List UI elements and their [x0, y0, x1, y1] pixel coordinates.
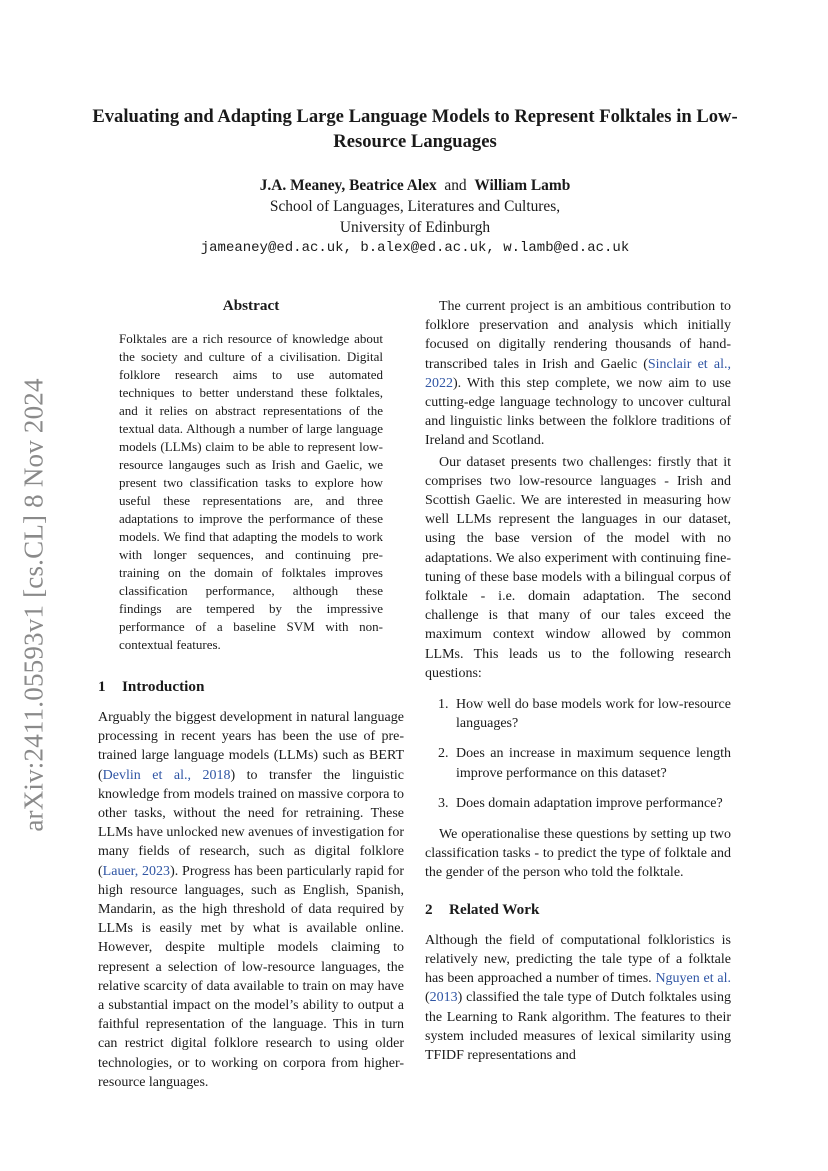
right-column: [425, 297, 731, 1065]
citation-link-nguyen-year[interactable]: 2013: [429, 990, 458, 1006]
intro-p1-text-a: Arguably the biggest development in natural language processing in recent years has been the use of pre-trained large language models (LLMs) such as BERT (: [98, 710, 404, 783]
abstract-heading: Abstract: [222, 297, 280, 314]
section-number: 1: [98, 678, 106, 695]
list-item-text: How well do base models work for low-resource languages?: [456, 697, 731, 732]
author-and: and: [444, 177, 467, 194]
intro-p2-text-a: The current project is an ambitious contribution to folklore preservation and analysis which initially focused on digitally rendering thousands of hand-transcribed tales in Irish and Gaelic (: [425, 299, 731, 372]
citation-link-nguyen[interactable]: Nguyen et al.: [655, 971, 731, 987]
related-p1-text-b: ) classified the tale type of Dutch folktales using the Learning to Rank algorithm. The features to their system included measures of lexical similarity using TFIDF representations and: [425, 990, 731, 1063]
section-heading-related-work: [425, 901, 731, 919]
list-item: [425, 695, 731, 733]
author-block: [90, 175, 740, 259]
intro-p2-text-b: ). With this step complete, we now aim to use cutting-edge language technology to uncover cultural and linguistic links between the folklore traditions of Ireland and Scotland.: [425, 375, 731, 449]
list-item-text: Does an increase in maximum sequence length improve performance on this dataset?: [456, 746, 731, 781]
intro-p1-text-b: ) to transfer the linguistic knowledge from models trained on massive corpora to other tasks, without the need for retraining. These LLMs have unlocked new avenues of investigation for many fields of research, such as digital folklore (: [98, 767, 404, 879]
section-title: Related Work: [449, 900, 540, 918]
list-item-text: Does domain adaptation improve performance?: [456, 795, 723, 811]
section-number: 2: [425, 900, 433, 918]
citation-link-devlin[interactable]: Devlin et al., 2018: [102, 767, 231, 783]
affiliation-line-1: School of Languages, Literatures and Cultures,: [269, 198, 561, 215]
intro-paragraph-3: Our dataset presents two challenges: firstly that it comprises two low-resource languages - Irish and Scottish Gaelic. We are interested in measuring how well LLMs represent the languages in our dataset, using the base version of the model with no adaptations. We also experiment with continuing fine-tuning of these base models with a bilingual corpus of folktale - i.e. domain adaptation. The second challenge is that many of our tales exceed the maximum context window allowed by common LLMs. This leads us to the following research questions:: [425, 454, 731, 681]
intro-p1-text-c: ). Progress has been particularly rapid for high resource languages, such as English, Spanish, Mandarin, as the high threshold of data required by LLMs is easily met by what is available online. However, despite multiple models claiming to represent a selection of low-resource languages, the relative scarcity of data available to train on may have a substantial impact on the model’s ability to output a faithful representation of the language. This in turn can restrict digital folklore research to using older technologies, or to working on corpora from higher-resource languages.: [98, 863, 404, 1090]
arxiv-identifier-text: arXiv:2411.05593v1 [cs.CL] 8 Nov 2024: [18, 378, 49, 832]
affiliation-line-2: University of Edinburgh: [339, 219, 491, 236]
related-p1-text-a: Although the field of computational folkloristics is relatively new, predicting the tale type of a folktale has been approached a number of times.: [425, 932, 731, 987]
left-column: [98, 297, 404, 1092]
author-names-first: J.A. Meaney, Beatrice Alex: [259, 177, 437, 194]
related-paragraph-1: [425, 931, 731, 1065]
paper-title: Evaluating and Adapting Large Language Models to Represent Folktales in Low-Resource Languages: [92, 106, 738, 152]
abstract-text: Folktales are a rich resource of knowledge about the society and culture of a civilisation. Digital folklore research aims to use automated techniques to better understand these folktales, and it relies on abstract representations of the textual data. Although a number of large language models (LLMs) claim to be able to represent low-resource langauges such as Irish and Gaelic, we present two classification tasks to explore how useful these representations are, and three adaptations to improve the performance of these models. We find that adapting the models to work with longer sequences, and continuing pre-training on the domain of folktales improves classification performance, although these findings are tempered by the impressive performance of a baseline SVM with non-contextual features.: [119, 331, 383, 652]
citation-link-lauer[interactable]: Lauer, 2023: [102, 863, 171, 879]
intro-paragraph-1: [98, 708, 404, 1092]
research-questions-list: [425, 695, 731, 813]
list-item-number: 1.: [438, 697, 449, 713]
author-names: [90, 175, 740, 196]
list-item: [425, 794, 731, 813]
citation-paren: (: [425, 990, 430, 1006]
intro-paragraph-4: We operationalise these questions by setting up two classification tasks - to predict the type of folktale and the gender of the person who told the folktale.: [425, 827, 731, 881]
citation-link-sinclair[interactable]: Sinclair et al., 2022: [425, 356, 731, 391]
intro-paragraph-2: [425, 297, 731, 451]
author-names-last: William Lamb: [474, 177, 571, 194]
list-item-number: 2.: [438, 746, 449, 762]
author-emails: jameaney@ed.ac.uk, b.alex@ed.ac.uk, w.lamb@ed.ac.uk: [200, 240, 630, 256]
list-item: [425, 744, 731, 782]
section-heading-introduction: [98, 678, 404, 696]
arxiv-identifier: [4, 370, 64, 840]
section-title: Introduction: [122, 678, 205, 695]
list-item-number: 3.: [438, 795, 449, 811]
